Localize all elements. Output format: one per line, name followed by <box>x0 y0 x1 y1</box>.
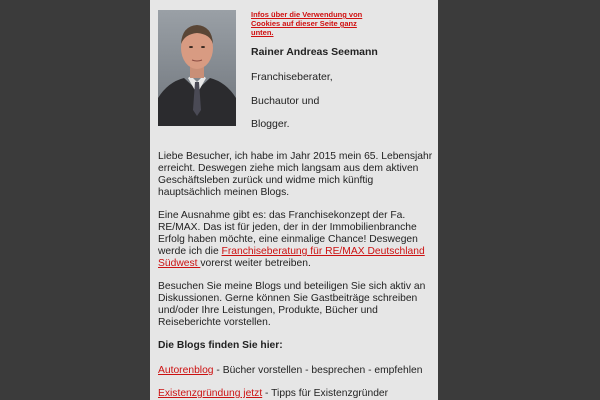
autorenblog-link[interactable]: Autorenblog <box>158 365 214 376</box>
remax-text-after: vorerst weiter betreiben. <box>200 258 311 269</box>
role-franchise-consultant: Franchiseberater, <box>251 71 333 83</box>
portrait-photo <box>158 10 236 126</box>
remax-franchise-link[interactable]: Franchiseberatung für RE/MAX Deutschland Südwest <box>158 246 425 269</box>
content-panel <box>150 0 438 400</box>
role-book-author: Buchautor und <box>251 95 320 107</box>
remax-paragraph <box>158 210 434 270</box>
existenzgruendung-link[interactable]: Existenzgründung jetzt <box>158 388 263 399</box>
intro-paragraph: Liebe Besucher, ich habe im Jahr 2015 mein 65. Lebensjahr erreicht. Deswegen ziehe mich langsam aus dem aktiven Geschäftsleben zurück und widme mich künftig hauptsächlich meinen Blogs. <box>158 151 433 198</box>
existenzgruendung-desc: - Tipps für Existenzgründer <box>262 388 389 399</box>
cookie-info-link[interactable]: Infos über die Verwendung von Cookies auf dieser Seite ganz unten. <box>251 10 363 37</box>
blogs-invitation-paragraph: Besuchen Sie meine Blogs und beteiligen Sie sich aktiv an Diskussionen. Gerne können Sie Gastbeiträge schreiben und/oder Ihre Leistungen, Produkte, Bücher und Reiseberichte vorstellen. <box>158 281 426 328</box>
author-name: Rainer Andreas Seemann <box>251 46 378 58</box>
blog-item-autorenblog <box>158 365 434 377</box>
blog-item-existenzgruendung <box>158 388 434 400</box>
blogs-heading: Die Blogs finden Sie hier: <box>158 340 283 351</box>
autorenblog-desc: - Bücher vorstellen - besprechen - empfehlen <box>213 365 423 376</box>
main-text <box>158 151 434 400</box>
remax-text-before: Eine Ausnahme gibt es: das Franchisekonzept der Fa. RE/MAX. Das ist für jeden, der in der Immobilienbranche Erfolg haben möchte, eine einmalige Chance! Deswegen werde ich die <box>158 210 418 257</box>
role-blogger: Blogger. <box>251 118 290 130</box>
